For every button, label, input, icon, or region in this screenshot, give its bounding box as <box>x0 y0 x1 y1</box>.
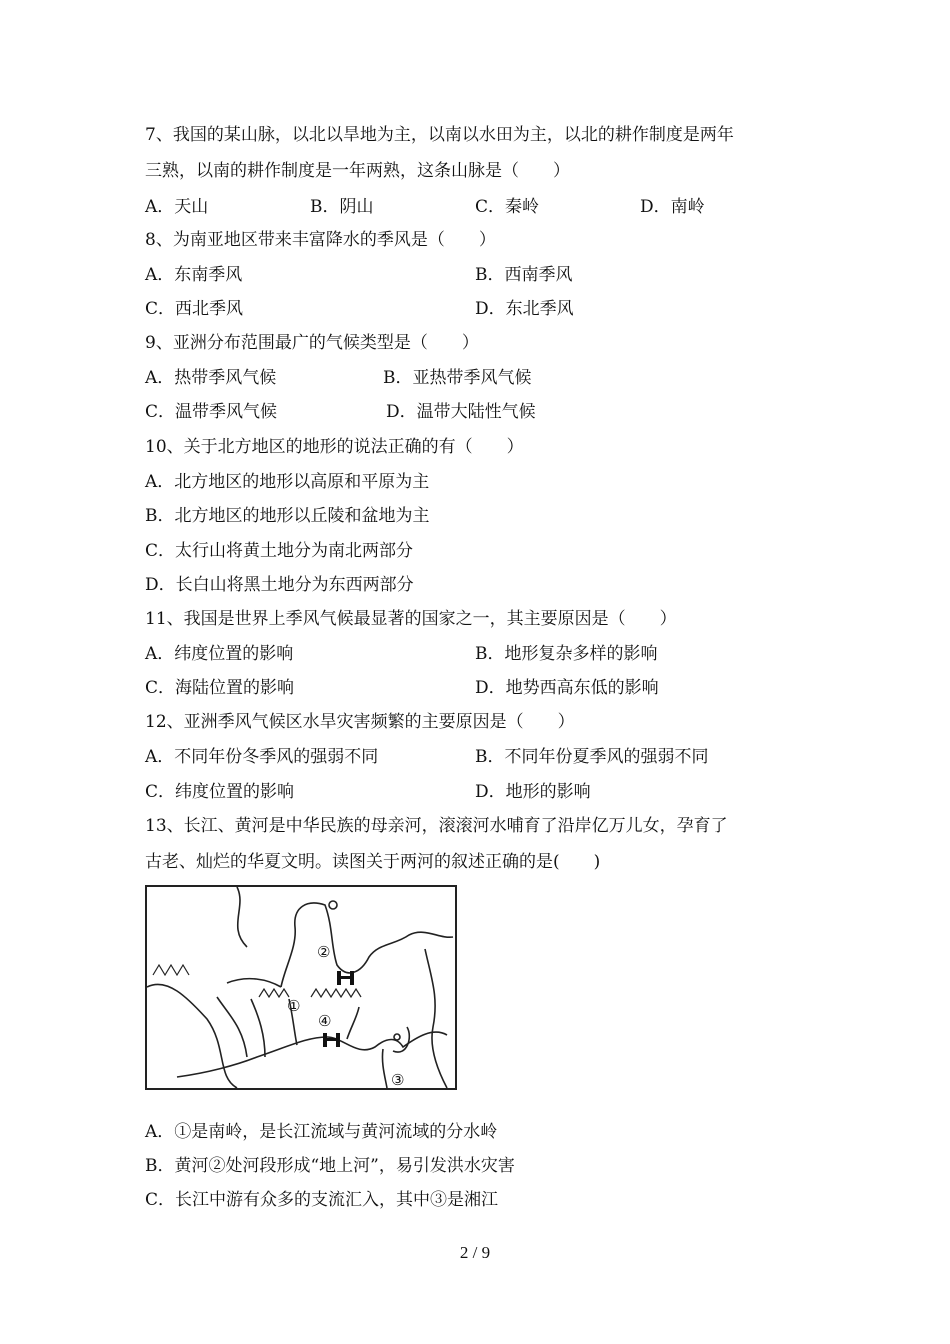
q12-option-b: B．不同年份夏季风的强弱不同 <box>475 747 709 767</box>
q13-stem-line1: 13、长江、黄河是中华民族的母亲河，滚滚河水哺育了沿岸亿万儿女，孕育了 <box>145 816 728 836</box>
q10-option-b: B．北方地区的地形以丘陵和盆地为主 <box>145 506 430 526</box>
q7-option-b: B．阴山 <box>310 197 374 217</box>
q9-stem: 9、亚洲分布范围最广的气候类型是（ ） <box>145 333 479 353</box>
q12-stem: 12、亚洲季风气候区水旱灾害频繁的主要原因是（ ） <box>145 712 575 732</box>
q8-option-d: D．东北季风 <box>475 299 574 319</box>
q11-option-d: D．地势西高东低的影响 <box>475 678 659 698</box>
q13-stem-line2: 古老、灿烂的华夏文明。读图关于两河的叙述正确的是( ) <box>145 852 601 872</box>
q12-option-c: C．纬度位置的影响 <box>145 782 295 802</box>
dam-symbols <box>323 971 354 1047</box>
q11-stem: 11、我国是世界上季风气候最显著的国家之一，其主要原因是（ ） <box>145 609 677 629</box>
q7-option-a: A．天山 <box>145 197 209 217</box>
q9-option-a: A．热带季风气候 <box>145 368 277 388</box>
map-label-1: ① <box>287 997 301 1015</box>
q7-option-d: D．南岭 <box>640 197 705 217</box>
q10-option-c: C．太行山将黄土地分为南北两部分 <box>145 541 414 561</box>
q8-option-c: C．西北季风 <box>145 299 244 319</box>
q7-stem-line1: 7、我国的某山脉，以北以旱地为主，以南以水田为主，以北的耕作制度是两年 <box>145 125 734 145</box>
page-number: 2 / 9 <box>459 1243 491 1262</box>
q7-option-c: C．秦岭 <box>475 197 540 217</box>
q10-stem: 10、关于北方地区的地形的说法正确的有（ ） <box>145 437 524 457</box>
q12-option-d: D．地形的影响 <box>475 782 591 802</box>
q7-stem-line2: 三熟，以南的耕作制度是一年两熟，这条山脉是（ ） <box>145 161 570 181</box>
q8-option-b: B．西南季风 <box>475 265 573 285</box>
q11-option-a: A．纬度位置的影响 <box>145 644 294 664</box>
river-map-figure <box>145 885 457 1090</box>
mountain-range-west <box>153 965 189 975</box>
q8-option-a: A．东南季风 <box>145 265 243 285</box>
river-map-drawing <box>147 887 455 1088</box>
map-label-3: ③ <box>391 1071 405 1088</box>
q8-stem: 8、为南亚地区带来丰富降水的季风是（ ） <box>145 230 496 250</box>
q9-option-d: D．温带大陆性气候 <box>386 402 536 422</box>
map-label-4: ④ <box>318 1012 332 1030</box>
map-label-2: ② <box>317 943 331 961</box>
q11-option-b: B．地形复杂多样的影响 <box>475 644 658 664</box>
mountain-range-qinling <box>311 989 361 997</box>
q9-option-c: C．温带季风气候 <box>145 402 278 422</box>
q9-option-b: B．亚热带季风气候 <box>383 368 532 388</box>
yellow-river-line <box>281 903 453 987</box>
q12-option-a: A．不同年份冬季风的强弱不同 <box>145 747 379 767</box>
q11-option-c: C．海陆位置的影响 <box>145 678 295 698</box>
q13-option-a: A．①是南岭，是长江流域与黄河流域的分水岭 <box>145 1122 498 1142</box>
q10-option-a: A．北方地区的地形以高原和平原为主 <box>145 472 430 492</box>
q13-option-c: C．长江中游有众多的支流汇入，其中③是湘江 <box>145 1190 499 1210</box>
q13-option-b: B．黄河②处河段形成“地上河”，易引发洪水灾害 <box>145 1156 515 1176</box>
q10-option-d: D．长白山将黑土地分为东西两部分 <box>145 575 414 595</box>
